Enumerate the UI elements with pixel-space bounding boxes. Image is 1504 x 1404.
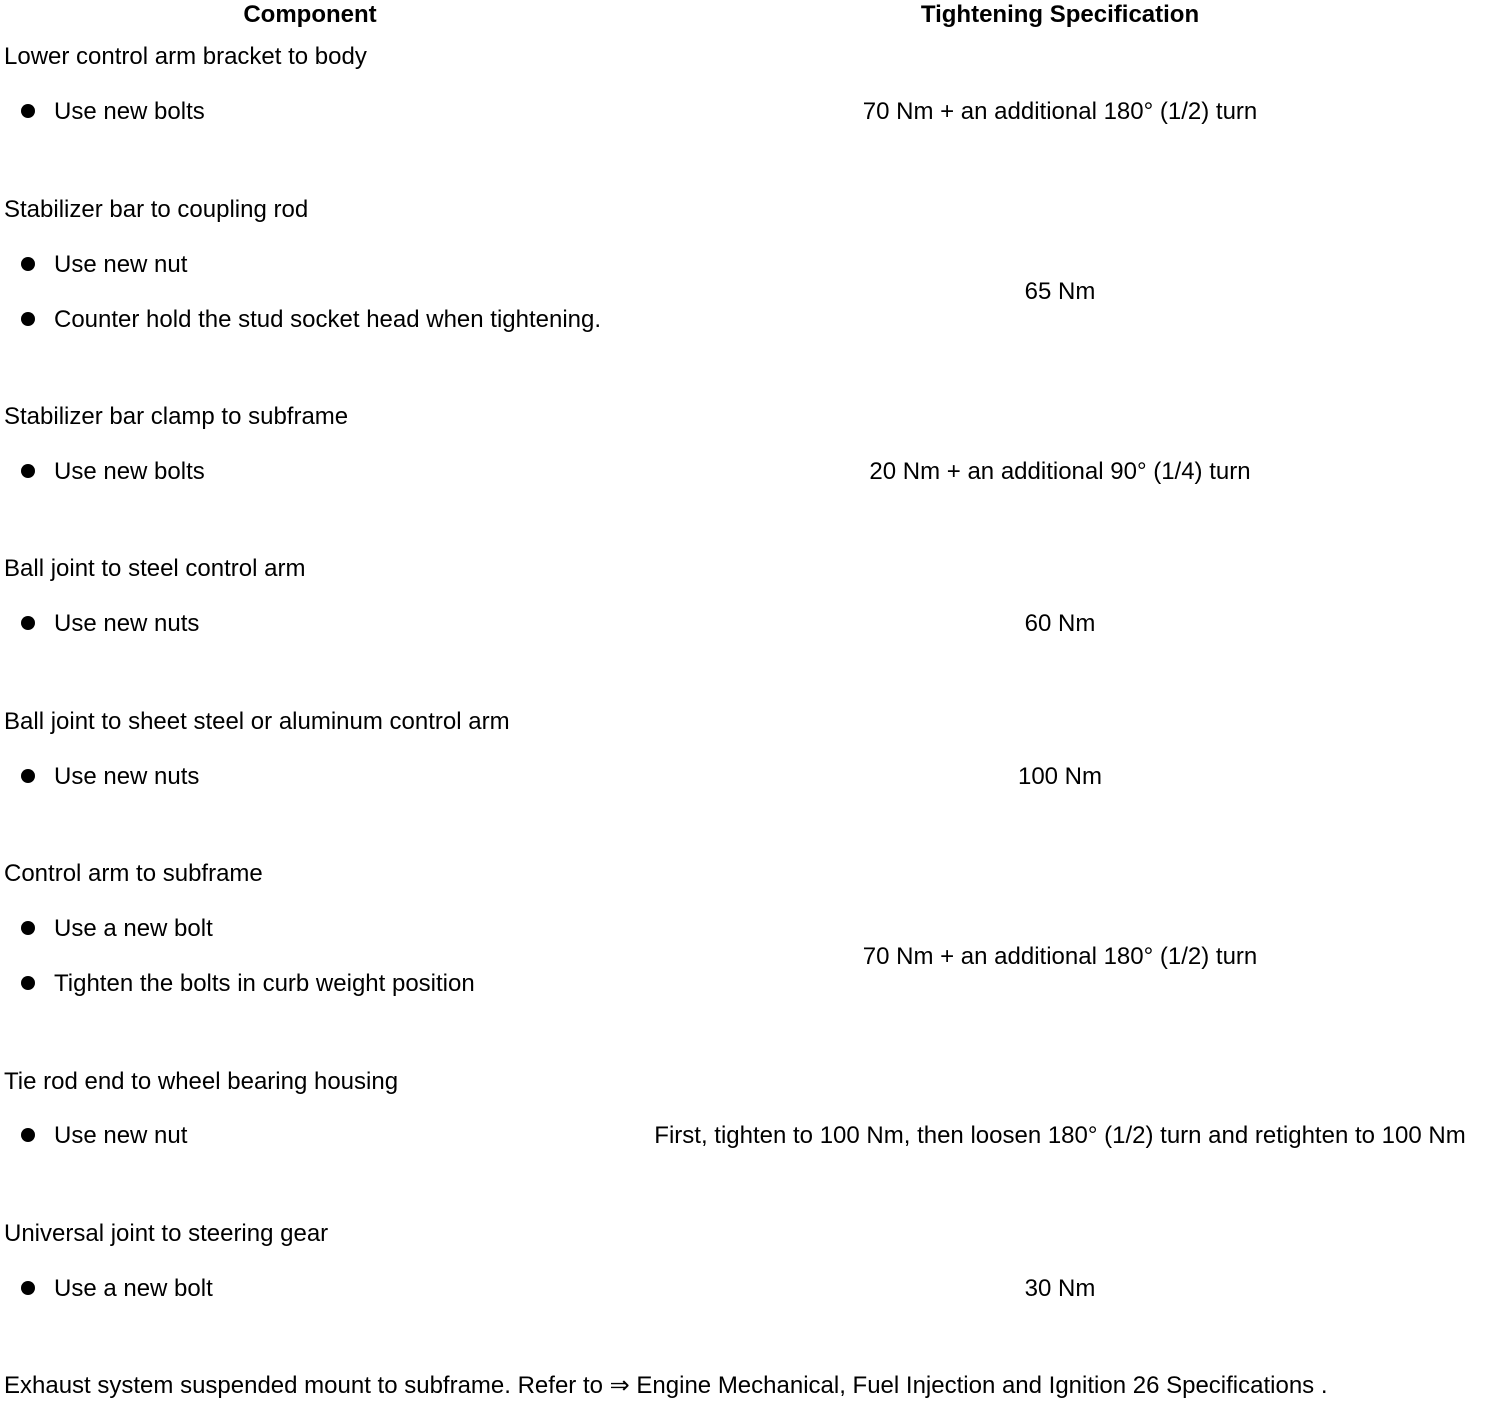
- column-header-component: Component: [243, 1, 377, 28]
- component-name: Stabilizer bar to coupling rod: [4, 196, 309, 223]
- bullet-text: Tighten the bolts in curb weight position: [54, 970, 475, 997]
- bullet-text: Use new bolts: [54, 458, 205, 485]
- bullet-icon: [21, 921, 35, 935]
- bullet-text: Use new nuts: [54, 763, 200, 790]
- reference-note: Exhaust system suspended mount to subframe. Refer to ⇒ Engine Mechanical, Fuel Injection and Ignition 26 Specifications .: [4, 1372, 1328, 1399]
- torque-spec: 60 Nm: [1024, 610, 1096, 637]
- bullet-text: Use a new bolt: [54, 915, 213, 942]
- bullet-text: Use new nuts: [54, 610, 200, 637]
- bullet-icon: [21, 257, 35, 271]
- bullet-text: Use new nut: [54, 251, 188, 278]
- column-header-specification: Tightening Specification: [920, 1, 1200, 28]
- bullet-icon: [21, 769, 35, 783]
- bullet-icon: [21, 312, 35, 326]
- component-name: Control arm to subframe: [4, 860, 263, 887]
- torque-spec: 65 Nm: [1024, 278, 1096, 305]
- component-name: Tie rod end to wheel bearing housing: [4, 1068, 399, 1095]
- component-name: Universal joint to steering gear: [4, 1220, 329, 1247]
- bullet-icon: [21, 1281, 35, 1295]
- component-name: Ball joint to sheet steel or aluminum control arm: [4, 708, 510, 735]
- torque-spec: First, tighten to 100 Nm, then loosen 180° (1/2) turn and retighten to 100 Nm: [654, 1122, 1466, 1149]
- bullet-icon: [21, 616, 35, 630]
- component-name: Lower control arm bracket to body: [4, 43, 367, 70]
- bullet-text: Use new bolts: [54, 98, 205, 125]
- bullet-text: Use a new bolt: [54, 1275, 213, 1302]
- torque-spec: 70 Nm + an additional 180° (1/2) turn: [862, 943, 1258, 970]
- bullet-icon: [21, 464, 35, 478]
- torque-spec: 100 Nm: [1017, 763, 1103, 790]
- bullet-icon: [21, 976, 35, 990]
- torque-spec: 70 Nm + an additional 180° (1/2) turn: [862, 98, 1258, 125]
- bullet-icon: [21, 104, 35, 118]
- bullet-text: Use new nut: [54, 1122, 188, 1149]
- bullet-icon: [21, 1128, 35, 1142]
- torque-spec: 20 Nm + an additional 90° (1/4) turn: [869, 458, 1251, 485]
- torque-spec: 30 Nm: [1024, 1275, 1096, 1302]
- component-name: Stabilizer bar clamp to subframe: [4, 403, 349, 430]
- component-name: Ball joint to steel control arm: [4, 555, 306, 582]
- bullet-text: Counter hold the stud socket head when tightening.: [54, 306, 602, 333]
